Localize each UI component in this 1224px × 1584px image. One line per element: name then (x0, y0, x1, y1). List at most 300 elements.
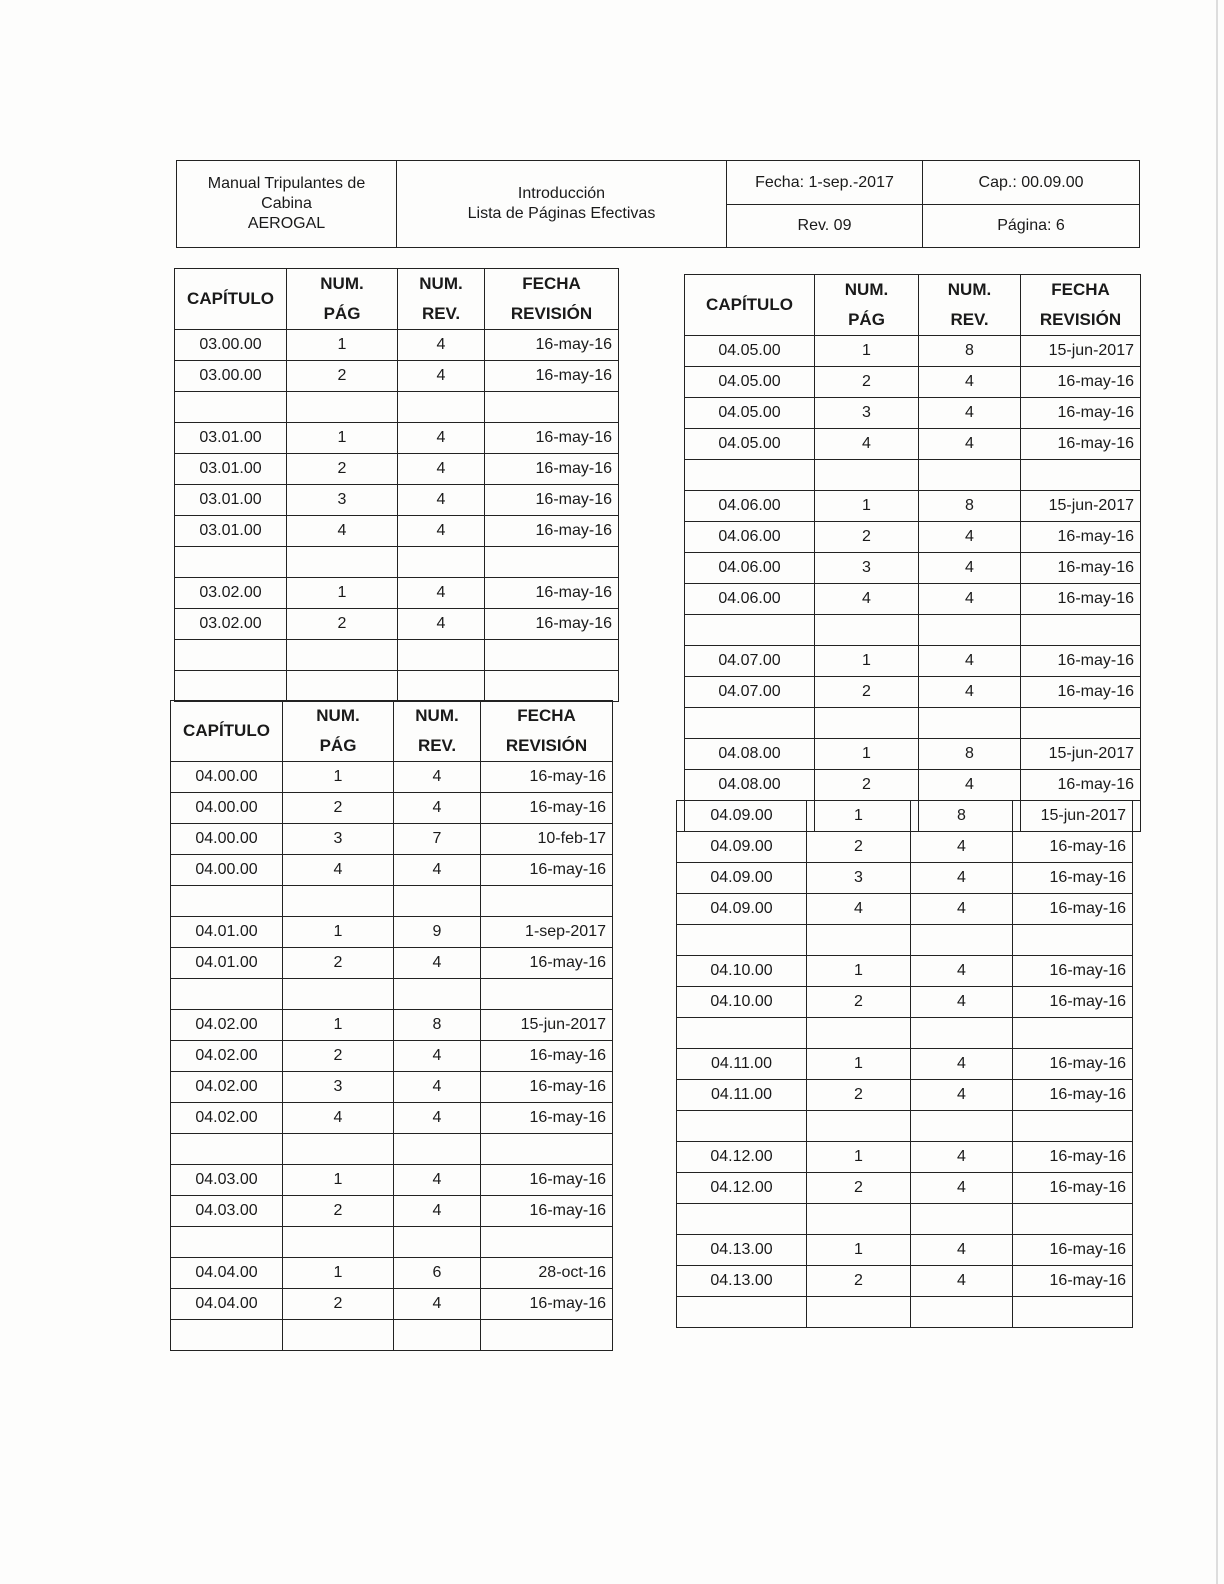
cell-fecha-revision: 16-may-16 (485, 454, 619, 485)
cell-num-pag (807, 1111, 911, 1142)
cell-fecha-revision: 16-may-16 (481, 1072, 613, 1103)
cell-num-pag (815, 460, 919, 491)
cell-num-pag (807, 1204, 911, 1235)
cell-capitulo: 04.00.00 (171, 793, 283, 824)
header-date: Fecha: 1-sep.-2017 (727, 161, 923, 205)
column-header-fecha-revision-line1: FECHA (517, 706, 576, 725)
cell-capitulo: 04.05.00 (685, 367, 815, 398)
cell-capitulo: 04.00.00 (171, 824, 283, 855)
table-row (171, 917, 613, 948)
cell-num-rev (911, 925, 1013, 956)
cell-num-rev: 4 (394, 1103, 481, 1134)
column-header-fecha-revision-line2: REVISIÓN (505, 736, 588, 755)
cell-capitulo (677, 1204, 807, 1235)
table-row (677, 987, 1133, 1018)
cell-capitulo: 04.10.00 (677, 956, 807, 987)
cell-num-pag: 2 (287, 454, 398, 485)
cell-capitulo (175, 640, 287, 671)
cell-fecha-revision: 16-may-16 (1013, 894, 1133, 925)
cell-num-pag: 1 (807, 1142, 911, 1173)
cell-num-pag: 4 (815, 429, 919, 460)
table-row (677, 1111, 1133, 1142)
cell-num-pag: 1 (815, 739, 919, 770)
table-row (175, 330, 619, 361)
cell-num-pag: 2 (807, 1266, 911, 1297)
table-row (677, 863, 1133, 894)
cell-capitulo: 04.13.00 (677, 1235, 807, 1266)
cell-fecha-revision (481, 886, 613, 917)
cell-num-pag: 1 (807, 1049, 911, 1080)
cell-capitulo: 03.02.00 (175, 609, 287, 640)
cell-capitulo: 04.09.00 (677, 832, 807, 863)
cell-num-pag: 4 (287, 516, 398, 547)
table-row (685, 584, 1141, 615)
cell-fecha-revision: 28-oct-16 (481, 1258, 613, 1289)
cell-fecha-revision: 16-may-16 (481, 762, 613, 793)
table-row (171, 1041, 613, 1072)
cell-num-rev: 4 (394, 1289, 481, 1320)
cell-num-rev: 4 (919, 398, 1021, 429)
cell-fecha-revision: 16-may-16 (481, 793, 613, 824)
cell-num-rev: 4 (398, 361, 485, 392)
cell-num-rev: 4 (919, 522, 1021, 553)
cell-capitulo: 04.04.00 (171, 1258, 283, 1289)
cell-num-pag: 3 (287, 485, 398, 516)
table-row (685, 708, 1141, 739)
table-row (677, 1297, 1133, 1328)
cell-num-rev: 4 (911, 987, 1013, 1018)
cell-num-pag (807, 1297, 911, 1328)
lep-table-left-top (174, 268, 619, 702)
table-row (171, 1134, 613, 1165)
table-row (171, 1289, 613, 1320)
cell-fecha-revision: 16-may-16 (1013, 1080, 1133, 1111)
lep-table-right-top (684, 274, 1141, 832)
cell-fecha-revision: 1-sep-2017 (481, 917, 613, 948)
cell-capitulo: 04.12.00 (677, 1142, 807, 1173)
cell-capitulo: 04.04.00 (171, 1289, 283, 1320)
cell-num-rev: 4 (911, 956, 1013, 987)
cell-fecha-revision: 10-feb-17 (481, 824, 613, 855)
cell-capitulo: 04.03.00 (171, 1165, 283, 1196)
cell-capitulo: 03.02.00 (175, 578, 287, 609)
cell-num-rev: 4 (394, 1072, 481, 1103)
column-header-num-rev-line2: REV. (421, 304, 461, 323)
table-row (677, 1080, 1133, 1111)
cell-fecha-revision: 16-may-16 (485, 609, 619, 640)
cell-capitulo (171, 979, 283, 1010)
column-header-num-pag (815, 275, 919, 336)
table-row (685, 677, 1141, 708)
cell-capitulo: 04.08.00 (685, 739, 815, 770)
table-row (171, 1227, 613, 1258)
table-row (171, 793, 613, 824)
cell-num-rev (394, 886, 481, 917)
table-row (677, 832, 1133, 863)
column-header-fecha-revision (1021, 275, 1141, 336)
cell-capitulo (677, 925, 807, 956)
cell-num-rev: 4 (911, 1142, 1013, 1173)
cell-num-rev (398, 547, 485, 578)
table-row (685, 646, 1141, 677)
cell-capitulo (175, 547, 287, 578)
cell-capitulo: 04.06.00 (685, 584, 815, 615)
cell-capitulo: 03.00.00 (175, 330, 287, 361)
cell-num-rev: 8 (919, 491, 1021, 522)
column-header-num-rev-line1: NUM. (947, 280, 992, 299)
column-header-num-rev-line2: REV. (950, 310, 989, 329)
cell-capitulo: 03.01.00 (175, 485, 287, 516)
cell-num-rev: 4 (911, 1080, 1013, 1111)
cell-capitulo: 04.10.00 (677, 987, 807, 1018)
cell-capitulo (677, 1297, 807, 1328)
cell-capitulo: 04.01.00 (171, 917, 283, 948)
cell-fecha-revision (481, 979, 613, 1010)
cell-num-rev: 8 (919, 336, 1021, 367)
cell-capitulo (175, 671, 287, 702)
cell-num-pag (283, 1227, 394, 1258)
table-row (685, 491, 1141, 522)
cell-fecha-revision: 16-may-16 (485, 578, 619, 609)
cell-num-pag: 2 (815, 770, 919, 801)
cell-num-pag: 1 (287, 423, 398, 454)
document-header (176, 160, 1140, 248)
column-header-capitulo: CAPÍTULO (685, 275, 815, 336)
cell-capitulo (677, 1111, 807, 1142)
cell-fecha-revision: 16-may-16 (485, 330, 619, 361)
cell-num-rev: 4 (394, 855, 481, 886)
cell-capitulo: 04.11.00 (677, 1049, 807, 1080)
table-row (685, 739, 1141, 770)
cell-num-pag: 2 (283, 948, 394, 979)
cell-num-rev: 4 (919, 646, 1021, 677)
cell-num-pag (815, 615, 919, 646)
cell-num-rev: 7 (394, 824, 481, 855)
cell-capitulo (171, 1134, 283, 1165)
cell-num-pag (807, 1018, 911, 1049)
cell-num-pag: 1 (283, 1258, 394, 1289)
table-row (677, 1049, 1133, 1080)
cell-fecha-revision: 16-may-16 (1021, 522, 1141, 553)
column-header-capitulo: CAPÍTULO (175, 269, 287, 330)
cell-num-pag: 1 (807, 1235, 911, 1266)
cell-capitulo (685, 460, 815, 491)
cell-num-rev: 4 (398, 330, 485, 361)
table-row (171, 855, 613, 886)
cell-fecha-revision (1013, 1297, 1133, 1328)
cell-capitulo (171, 1227, 283, 1258)
cell-num-rev: 4 (394, 1165, 481, 1196)
cell-capitulo: 04.05.00 (685, 429, 815, 460)
cell-fecha-revision: 16-may-16 (481, 1289, 613, 1320)
cell-fecha-revision: 16-may-16 (481, 1165, 613, 1196)
cell-capitulo: 04.06.00 (685, 522, 815, 553)
cell-fecha-revision: 16-may-16 (481, 948, 613, 979)
table-header-row (171, 701, 613, 762)
table-row (677, 894, 1133, 925)
cell-num-pag: 2 (807, 1173, 911, 1204)
column-header-num-pag-line2: PÁG (319, 736, 357, 755)
table-row (685, 429, 1141, 460)
table-row (175, 547, 619, 578)
manual-title-line3: AEROGAL (247, 215, 326, 232)
table-row (175, 640, 619, 671)
cell-capitulo: 04.07.00 (685, 646, 815, 677)
cell-num-rev: 4 (911, 863, 1013, 894)
cell-fecha-revision: 16-may-16 (1013, 987, 1133, 1018)
table-row (685, 553, 1141, 584)
cell-num-rev (394, 1227, 481, 1258)
cell-num-pag: 1 (815, 646, 919, 677)
cell-num-rev: 4 (398, 485, 485, 516)
cell-capitulo: 04.12.00 (677, 1173, 807, 1204)
table-row (175, 516, 619, 547)
page-edge (1216, 0, 1218, 1584)
cell-num-rev: 4 (919, 584, 1021, 615)
table-row (677, 1142, 1133, 1173)
table-row (677, 801, 1133, 832)
cell-num-rev: 4 (398, 454, 485, 485)
table-row (677, 956, 1133, 987)
cell-num-pag (807, 925, 911, 956)
cell-fecha-revision: 16-may-16 (481, 1041, 613, 1072)
cell-capitulo: 04.03.00 (171, 1196, 283, 1227)
cell-capitulo: 04.05.00 (685, 336, 815, 367)
table-row (175, 423, 619, 454)
cell-capitulo: 04.07.00 (685, 677, 815, 708)
table-row (685, 460, 1141, 491)
cell-fecha-revision: 15-jun-2017 (481, 1010, 613, 1041)
cell-capitulo: 04.09.00 (677, 801, 807, 832)
table-row (175, 361, 619, 392)
header-revision: Rev. 09 (727, 205, 923, 247)
manual-title-line1: Manual Tripulantes de (207, 175, 366, 192)
cell-fecha-revision: 16-may-16 (1021, 646, 1141, 677)
cell-num-rev: 4 (919, 429, 1021, 460)
column-header-num-rev-line1: NUM. (419, 274, 463, 293)
cell-num-rev (398, 671, 485, 702)
cell-num-rev: 4 (911, 1235, 1013, 1266)
cell-num-rev: 4 (394, 793, 481, 824)
cell-num-pag: 1 (283, 1010, 394, 1041)
cell-num-pag: 4 (815, 584, 919, 615)
cell-num-pag: 2 (283, 1289, 394, 1320)
cell-num-rev (394, 979, 481, 1010)
cell-num-rev: 8 (394, 1010, 481, 1041)
table-row (171, 762, 613, 793)
cell-capitulo (677, 1018, 807, 1049)
table-row (677, 1235, 1133, 1266)
cell-num-rev: 8 (919, 739, 1021, 770)
cell-fecha-revision (481, 1134, 613, 1165)
table-row (677, 1204, 1133, 1235)
table-header-row (685, 275, 1141, 336)
cell-num-rev: 4 (398, 609, 485, 640)
cell-num-pag (287, 671, 398, 702)
cell-num-pag (815, 708, 919, 739)
column-header-fecha-revision-line2: REVISIÓN (1039, 310, 1122, 329)
cell-capitulo: 04.09.00 (677, 863, 807, 894)
cell-fecha-revision: 16-may-16 (1021, 584, 1141, 615)
cell-num-pag: 1 (283, 917, 394, 948)
table-row (677, 1173, 1133, 1204)
cell-num-rev (919, 708, 1021, 739)
cell-num-pag: 3 (283, 1072, 394, 1103)
table-row (171, 1010, 613, 1041)
cell-num-rev: 4 (919, 367, 1021, 398)
cell-capitulo: 04.06.00 (685, 553, 815, 584)
cell-fecha-revision: 16-may-16 (1021, 770, 1141, 801)
cell-num-rev: 4 (911, 832, 1013, 863)
cell-num-pag: 2 (815, 367, 919, 398)
cell-num-pag: 1 (807, 956, 911, 987)
cell-num-pag: 2 (807, 987, 911, 1018)
cell-capitulo (685, 615, 815, 646)
cell-num-rev: 4 (911, 1266, 1013, 1297)
cell-num-rev (398, 640, 485, 671)
column-header-num-rev-line1: NUM. (415, 706, 459, 725)
cell-num-rev: 4 (394, 1196, 481, 1227)
cell-capitulo: 04.01.00 (171, 948, 283, 979)
cell-num-rev (398, 392, 485, 423)
cell-num-rev (919, 615, 1021, 646)
cell-num-pag: 3 (283, 824, 394, 855)
cell-fecha-revision: 16-may-16 (1013, 832, 1133, 863)
column-header-fecha-revision-line2: REVISIÓN (510, 304, 593, 323)
column-header-num-pag-line1: NUM. (320, 274, 364, 293)
cell-capitulo: 04.02.00 (171, 1010, 283, 1041)
manual-title-line2: Cabina (261, 195, 312, 212)
cell-num-pag (283, 886, 394, 917)
cell-capitulo: 04.00.00 (171, 762, 283, 793)
cell-num-rev: 9 (394, 917, 481, 948)
cell-num-pag: 4 (807, 894, 911, 925)
column-header-num-rev (398, 269, 485, 330)
cell-num-pag (287, 392, 398, 423)
table-row (171, 1258, 613, 1289)
cell-num-pag: 3 (815, 398, 919, 429)
cell-num-pag (283, 1320, 394, 1351)
cell-capitulo: 04.02.00 (171, 1103, 283, 1134)
cell-fecha-revision (1013, 1111, 1133, 1142)
cell-num-pag: 2 (815, 522, 919, 553)
column-header-num-pag-line2: PÁG (848, 310, 885, 329)
cell-num-pag: 2 (283, 1041, 394, 1072)
cell-fecha-revision (485, 671, 619, 702)
table-row (175, 392, 619, 423)
table-row (175, 454, 619, 485)
cell-num-rev: 4 (919, 553, 1021, 584)
table-row (171, 824, 613, 855)
lep-table-right-bottom (676, 800, 1133, 1328)
column-header-capitulo: CAPÍTULO (171, 701, 283, 762)
column-header-num-rev (919, 275, 1021, 336)
cell-capitulo: 03.01.00 (175, 516, 287, 547)
table-row (677, 1018, 1133, 1049)
table-row (175, 609, 619, 640)
cell-fecha-revision (481, 1227, 613, 1258)
manual-title (177, 161, 397, 247)
column-header-num-pag (283, 701, 394, 762)
cell-fecha-revision: 16-may-16 (485, 361, 619, 392)
cell-fecha-revision: 16-may-16 (1013, 1173, 1133, 1204)
cell-num-rev (919, 460, 1021, 491)
cell-num-rev: 6 (394, 1258, 481, 1289)
cell-num-pag: 1 (287, 330, 398, 361)
cell-fecha-revision: 16-may-16 (1013, 1235, 1133, 1266)
cell-fecha-revision: 16-may-16 (481, 855, 613, 886)
cell-num-rev: 4 (919, 770, 1021, 801)
table-row (677, 925, 1133, 956)
cell-capitulo: 04.06.00 (685, 491, 815, 522)
cell-fecha-revision: 15-jun-2017 (1021, 491, 1141, 522)
cell-fecha-revision: 16-may-16 (1013, 863, 1133, 894)
column-header-fecha-revision-line1: FECHA (1051, 280, 1110, 299)
table-row (171, 1072, 613, 1103)
section-title-line2: Lista de Páginas Efectivas (467, 205, 656, 222)
column-header-fecha-revision-line1: FECHA (522, 274, 581, 293)
cell-fecha-revision: 16-may-16 (1013, 956, 1133, 987)
lep-table-left-bottom (170, 700, 613, 1351)
cell-num-pag: 3 (815, 553, 919, 584)
cell-capitulo: 04.09.00 (677, 894, 807, 925)
table-row (685, 398, 1141, 429)
cell-num-rev: 8 (911, 801, 1013, 832)
table-row (685, 615, 1141, 646)
table-row (175, 671, 619, 702)
cell-num-rev: 4 (911, 1173, 1013, 1204)
cell-capitulo: 03.01.00 (175, 454, 287, 485)
cell-num-rev: 4 (394, 1041, 481, 1072)
cell-fecha-revision: 15-jun-2017 (1013, 801, 1133, 832)
cell-fecha-revision: 15-jun-2017 (1021, 336, 1141, 367)
cell-capitulo (685, 708, 815, 739)
cell-capitulo: 04.02.00 (171, 1041, 283, 1072)
cell-fecha-revision (1013, 1018, 1133, 1049)
cell-num-pag: 1 (807, 801, 911, 832)
section-title (397, 161, 727, 247)
cell-num-pag: 1 (815, 336, 919, 367)
cell-num-rev (911, 1111, 1013, 1142)
cell-capitulo: 03.01.00 (175, 423, 287, 454)
table-row (685, 336, 1141, 367)
table-row (171, 1103, 613, 1134)
column-header-fecha-revision (485, 269, 619, 330)
cell-num-rev: 4 (911, 894, 1013, 925)
column-header-num-pag-line1: NUM. (844, 280, 889, 299)
cell-fecha-revision: 15-jun-2017 (1021, 739, 1141, 770)
cell-capitulo: 04.05.00 (685, 398, 815, 429)
cell-num-pag (283, 979, 394, 1010)
cell-fecha-revision: 16-may-16 (485, 485, 619, 516)
cell-fecha-revision (1013, 925, 1133, 956)
column-header-fecha-revision (481, 701, 613, 762)
section-title-line1: Introducción (517, 185, 606, 202)
header-chapter: Cap.: 00.09.00 (923, 161, 1139, 205)
cell-fecha-revision: 16-may-16 (1013, 1266, 1133, 1297)
cell-fecha-revision: 16-may-16 (485, 516, 619, 547)
cell-num-pag: 1 (287, 578, 398, 609)
column-header-num-rev (394, 701, 481, 762)
cell-fecha-revision: 16-may-16 (1013, 1142, 1133, 1173)
table-row (175, 485, 619, 516)
cell-num-rev (911, 1204, 1013, 1235)
cell-num-pag (287, 640, 398, 671)
cell-capitulo: 04.11.00 (677, 1080, 807, 1111)
cell-capitulo (171, 886, 283, 917)
cell-num-rev (911, 1018, 1013, 1049)
cell-fecha-revision (1021, 708, 1141, 739)
